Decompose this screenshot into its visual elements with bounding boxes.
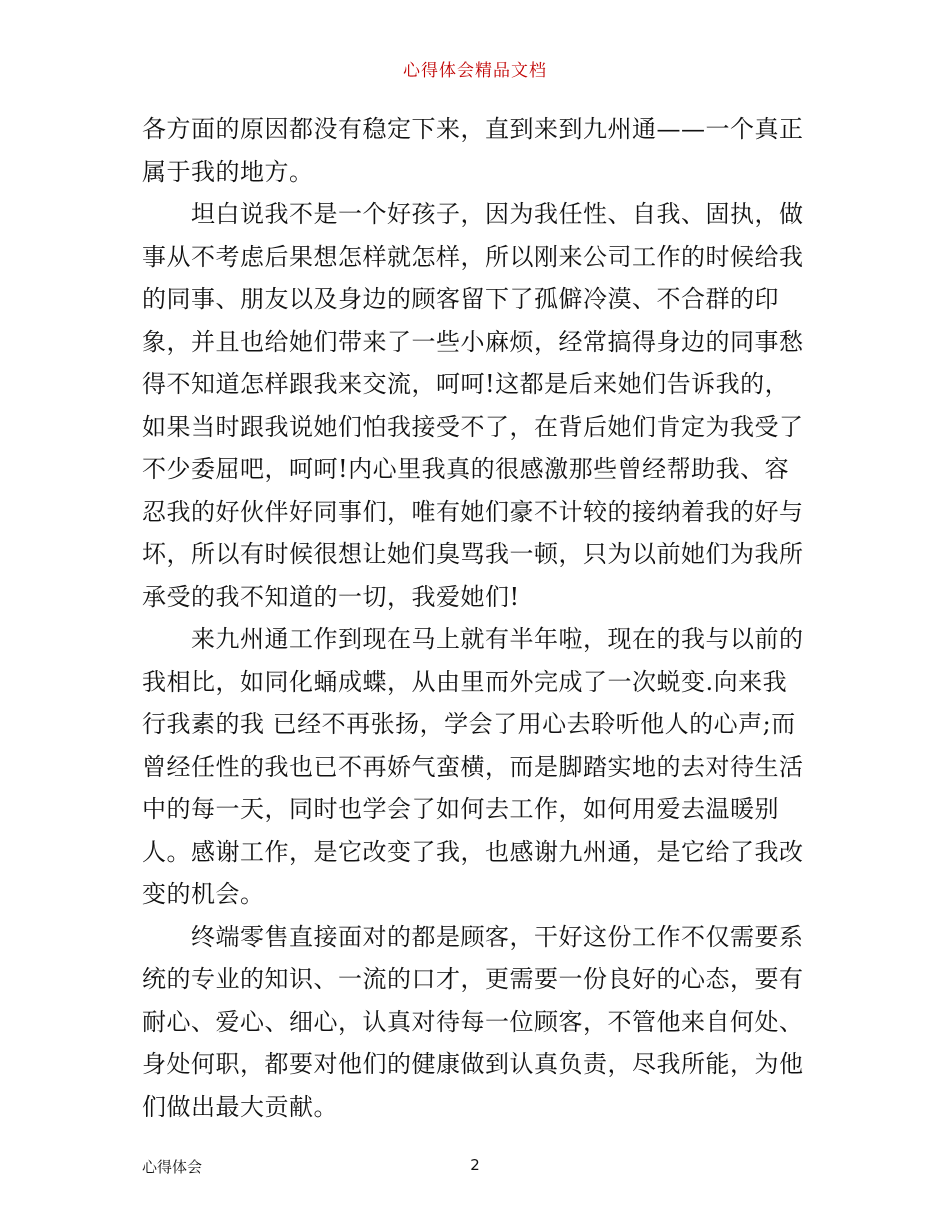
text-line: 象，并且也给她们带来了一些小麻烦，经常搞得身边的同事愁 — [142, 327, 804, 356]
text-line: 忍我的好伙伴好同事们，唯有她们豪不计较的接纳着我的好与 — [142, 497, 804, 526]
text-line: 坦白说我不是一个好孩子，因为我任性、自我、固执，做 — [142, 200, 804, 228]
text-line: 如果当时跟我说她们怕我接受不了，在背后她们肯定为我受了 — [142, 412, 804, 441]
document-body — [142, 108, 812, 1128]
text-line: 曾经任性的我也已不再娇气蛮横，而是脚踏实地的去对待生活 — [142, 752, 804, 781]
text-line: 属于我的地方。 — [142, 157, 314, 186]
page-number: 2 — [470, 1156, 480, 1174]
text-line: 坏，所以有时候很想让她们臭骂我一顿，只为以前她们为我所 — [142, 540, 804, 568]
text-line: 各方面的原因都没有稳定下来，直到来到九州通——一个真正 — [142, 115, 804, 143]
text-line: 终端零售直接面对的都是顾客，干好这份工作不仅需要系 — [142, 922, 804, 951]
text-line: 不少委屈吧，呵呵!内心里我真的很感激那些曾经帮助我、容 — [142, 455, 790, 483]
text-line: 承受的我不知道的一切，我爱她们! — [142, 582, 520, 611]
text-line: 们做出最大贡献。 — [142, 1092, 338, 1121]
text-line: 行我素的我 已经不再张扬，学会了用心去聆听他人的心声;而 — [142, 710, 796, 738]
text-line: 得不知道怎样跟我来交流，呵呵!这都是后来她们告诉我的， — [142, 370, 790, 398]
footer-label: 心得体会 — [142, 1158, 203, 1176]
text-line: 统的专业的知识、一流的口才，更需要一份良好的心态，要有 — [142, 965, 804, 993]
text-line: 中的每一天，同时也学会了如何去工作，如何用爱去温暖别 — [142, 795, 779, 823]
text-line: 变的机会。 — [142, 880, 265, 908]
text-line: 我相比，如同化蛹成蝶，从由里而外完成了一次蜕变.向来我 — [142, 667, 788, 696]
text-line: 身处何职，都要对他们的健康做到认真负责，尽我所能，为他 — [142, 1050, 804, 1078]
text-line: 人。感谢工作，是它改变了我，也感谢九州通，是它给了我改 — [142, 837, 804, 866]
text-line: 的同事、朋友以及身边的顾客留下了孤僻冷漠、不合群的印 — [142, 285, 779, 313]
text-line: 事从不考虑后果想怎样就怎样，所以刚来公司工作的时候给我 — [142, 242, 804, 271]
text-line: 来九州通工作到现在马上就有半年啦，现在的我与以前的 — [142, 625, 804, 653]
page-header-title: 心得体会精品文档 — [403, 61, 547, 81]
text-line: 耐心、爱心、细心，认真对待每一位顾客，不管他来自何处、 — [142, 1007, 804, 1036]
